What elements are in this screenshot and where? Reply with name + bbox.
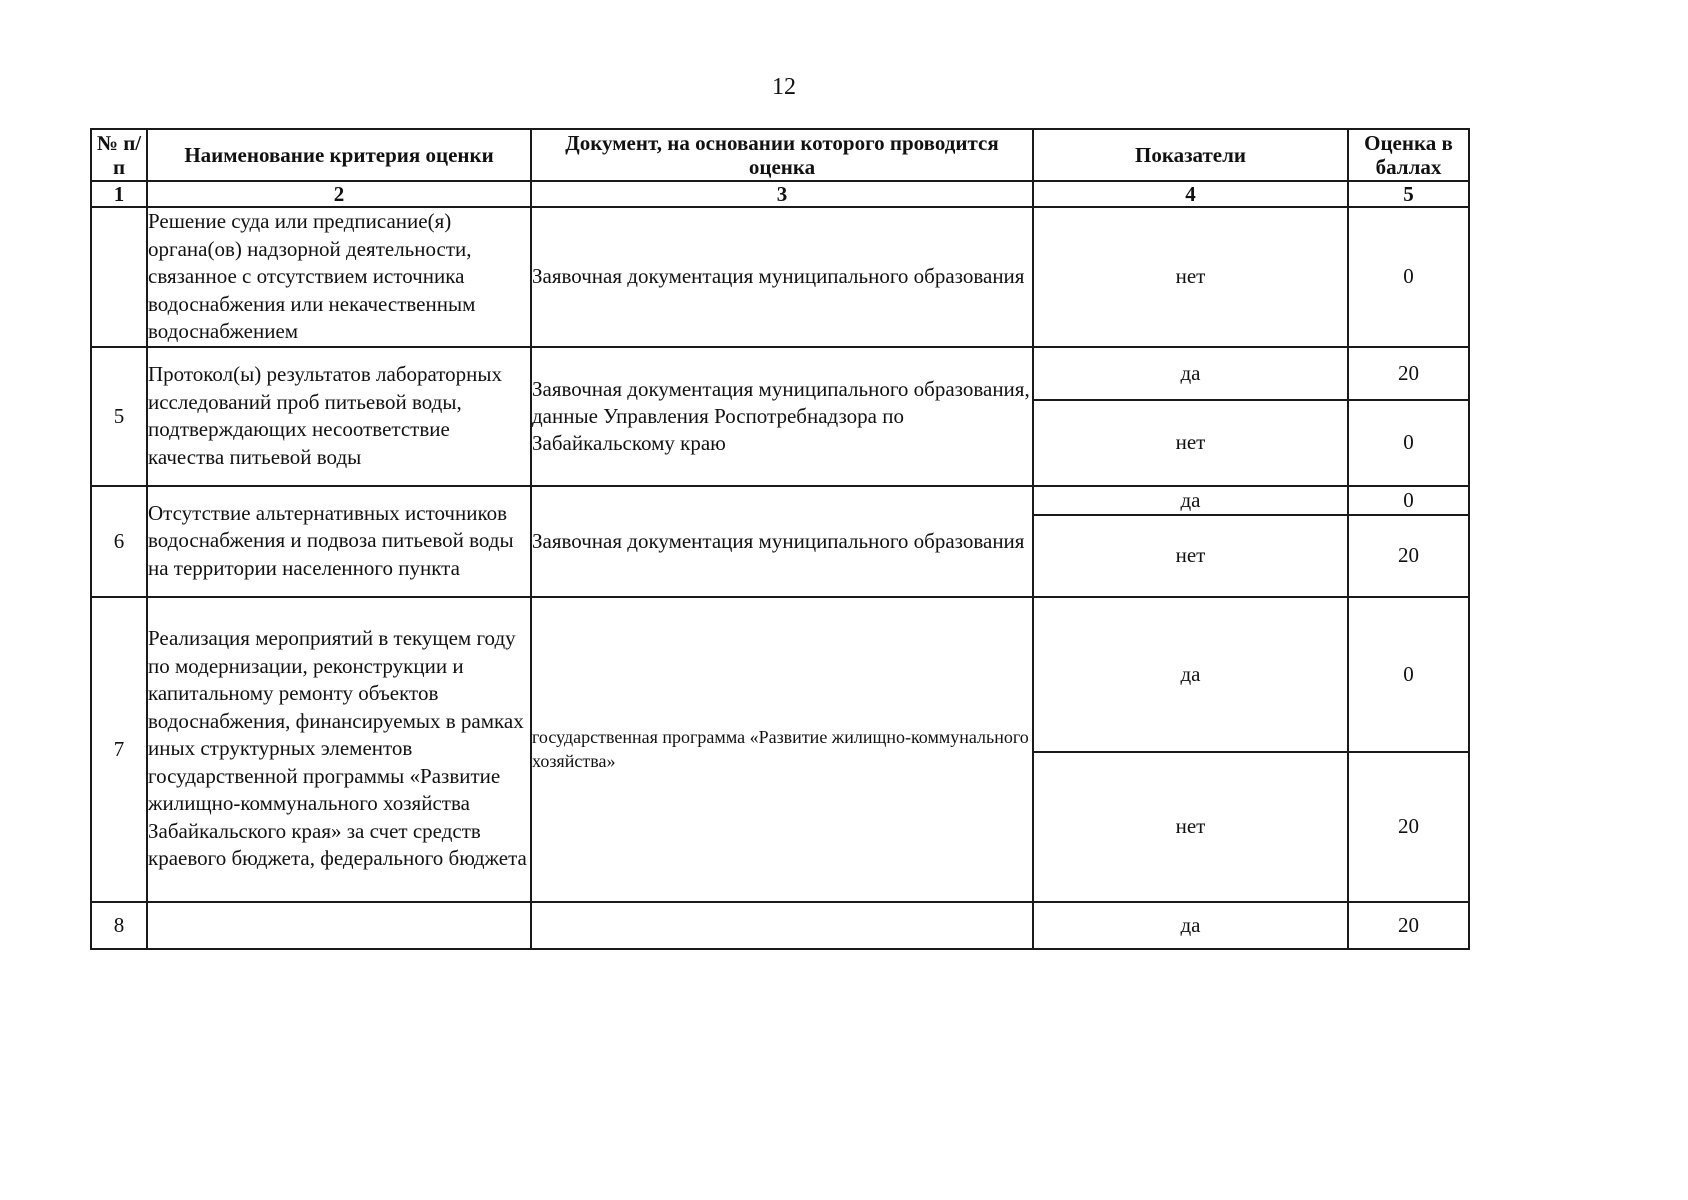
- table-row: [91, 347, 1469, 400]
- score-cell: 20: [1348, 515, 1469, 597]
- column-number: 3: [531, 181, 1033, 207]
- criteria-table: [90, 128, 1470, 950]
- document-cell: Заявочная документация муниципального образования: [531, 486, 1033, 597]
- header-row: [91, 129, 1469, 181]
- page-number: 12: [772, 74, 796, 100]
- document-cell: Заявочная документация муниципального образования: [531, 207, 1033, 347]
- indicator-cell: нет: [1033, 752, 1348, 902]
- table-row: [91, 902, 1469, 949]
- row-number: 6: [91, 486, 147, 597]
- indicator-cell: нет: [1033, 515, 1348, 597]
- header-document: Документ, на основании которого проводится оценка: [531, 129, 1033, 181]
- row-number: 7: [91, 597, 147, 902]
- score-cell: 20: [1348, 902, 1469, 949]
- row-number: 5: [91, 347, 147, 486]
- score-cell: 0: [1348, 400, 1469, 486]
- row-number: [91, 207, 147, 347]
- indicator-cell: да: [1033, 486, 1348, 515]
- score-cell: 20: [1348, 347, 1469, 400]
- criterion-cell: [147, 902, 531, 949]
- document-cell: государственная программа «Развитие жилищно-коммунального хозяйства»: [531, 597, 1033, 902]
- table-row: [91, 597, 1469, 752]
- score-cell: 0: [1348, 486, 1469, 515]
- column-number: 5: [1348, 181, 1469, 207]
- document-cell: [531, 902, 1033, 949]
- header-score: Оценка в баллах: [1348, 129, 1469, 181]
- criterion-cell: Реализация мероприятий в текущем году по модернизации, реконструкции и капитальному ремонту объектов водоснабжения, финансируемых в рамках иных структурных элементов государственной программы «Развитие жилищно-коммунального хозяйства Забайкальского края» за счет средств краевого бюджета, федерального бюджета: [147, 597, 531, 902]
- criterion-cell: Решение суда или предписание(я) органа(ов) надзорной деятельности, связанное с отсутствием источника водоснабжения или некачественным водоснабжением: [147, 207, 531, 347]
- header-criterion: Наименование критерия оценки: [147, 129, 531, 181]
- criterion-cell: Отсутствие альтернативных источников водоснабжения и подвоза питьевой воды на территории населенного пункта: [147, 486, 531, 597]
- indicator-cell: да: [1033, 902, 1348, 949]
- indicator-cell: да: [1033, 597, 1348, 752]
- indicator-cell: нет: [1033, 207, 1348, 347]
- column-number: 4: [1033, 181, 1348, 207]
- header-indicators: Показатели: [1033, 129, 1348, 181]
- column-number: 2: [147, 181, 531, 207]
- column-number: 1: [91, 181, 147, 207]
- score-cell: 0: [1348, 207, 1469, 347]
- row-number: 8: [91, 902, 147, 949]
- score-cell: 20: [1348, 752, 1469, 902]
- indicator-cell: да: [1033, 347, 1348, 400]
- header-num: № п/п: [91, 129, 147, 181]
- table-row: [91, 207, 1469, 347]
- table-row: [91, 486, 1469, 515]
- criterion-cell: Протокол(ы) результатов лабораторных исследований проб питьевой воды, подтверждающих несоответствие качества питьевой воды: [147, 347, 531, 486]
- column-numbers-row: [91, 181, 1469, 207]
- indicator-cell: нет: [1033, 400, 1348, 486]
- score-cell: 0: [1348, 597, 1469, 752]
- document-cell: Заявочная документация муниципального образования, данные Управления Роспотребнадзора по Забайкальскому краю: [531, 347, 1033, 486]
